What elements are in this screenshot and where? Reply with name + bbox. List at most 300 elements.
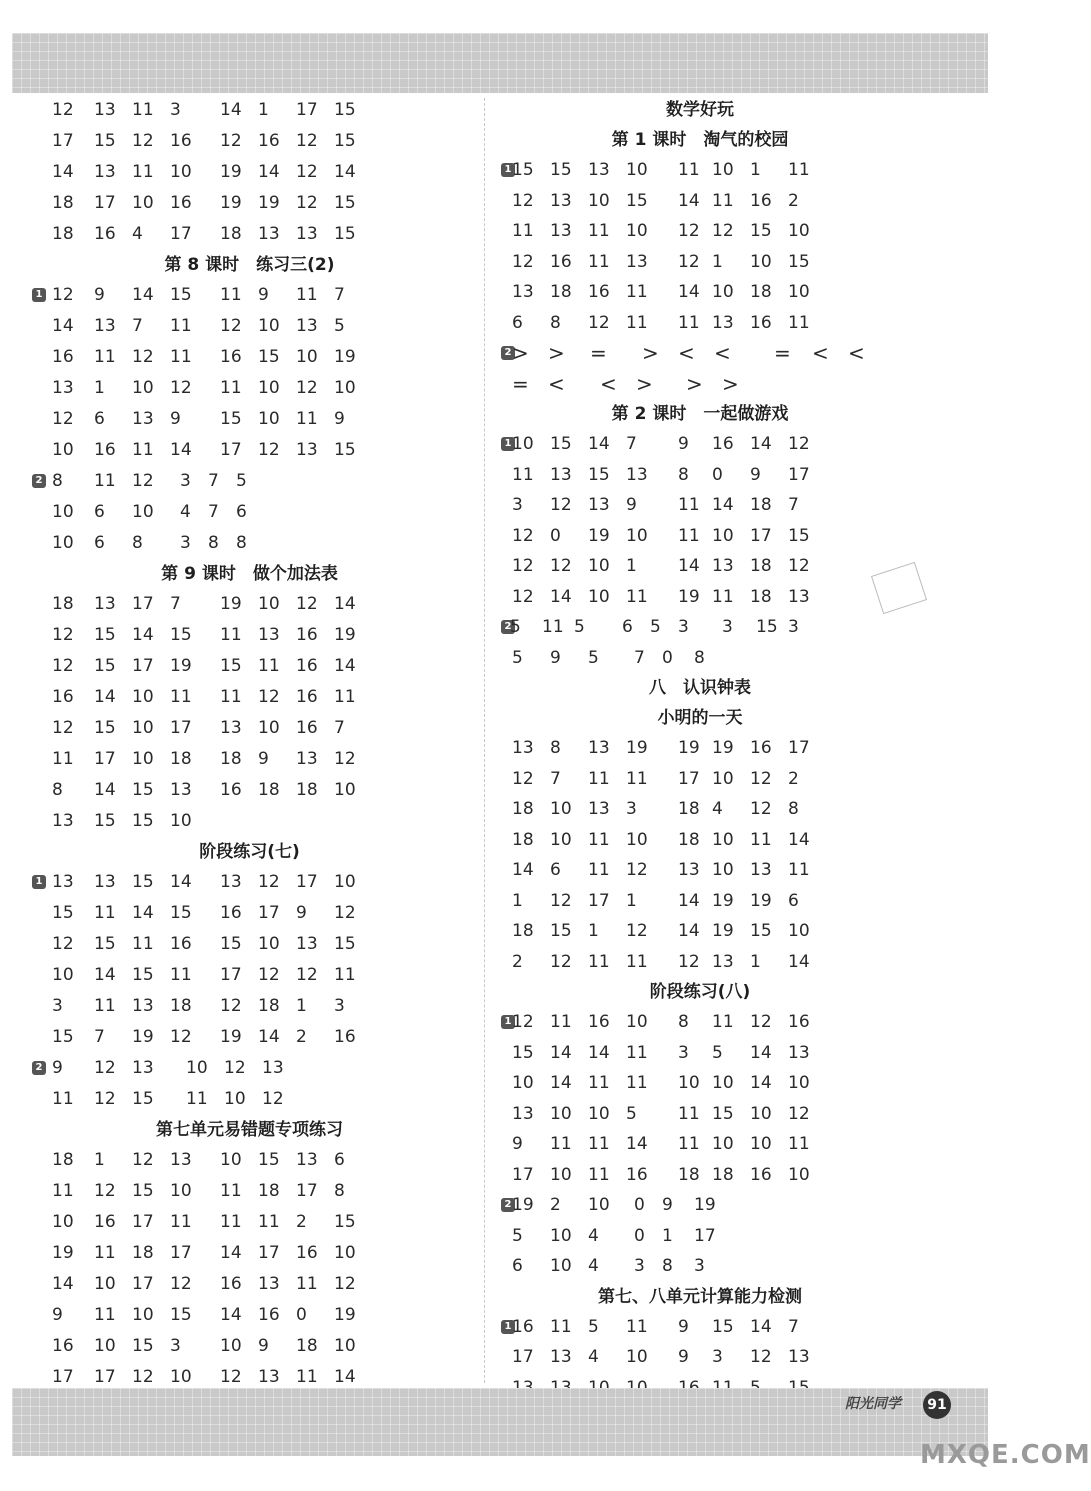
answer-value: 12 xyxy=(334,749,356,769)
answer-value: 3 xyxy=(180,471,191,491)
answer-value: 10 xyxy=(712,160,734,180)
answer-value: 18 xyxy=(296,780,318,800)
answer-value: 17 xyxy=(132,594,154,614)
answer-value: 6 xyxy=(622,617,633,637)
answer-value: 10 xyxy=(750,251,772,272)
answer-value: 13 xyxy=(296,316,318,336)
answer-value: 13 xyxy=(258,625,280,645)
answer-value: 7 xyxy=(626,434,637,454)
answer-value: 10 xyxy=(512,1073,534,1093)
answer-row xyxy=(490,1251,910,1282)
answer-row xyxy=(490,1312,910,1343)
answer-value: 10 xyxy=(626,525,648,546)
answer-value: 2 xyxy=(550,1195,561,1215)
answer-value: 11 xyxy=(170,316,192,336)
answer-value: 11 xyxy=(678,495,700,515)
unit7-rows xyxy=(22,1145,477,1393)
answer-value: < xyxy=(848,341,865,365)
answer-value: 18 xyxy=(750,586,772,607)
answer-value: 16 xyxy=(296,718,318,738)
answer-value: 17 xyxy=(694,1225,716,1246)
answer-value: 1 xyxy=(626,890,637,911)
answer-value: 11 xyxy=(712,190,734,211)
answer-row xyxy=(22,435,477,466)
answer-value: 11 xyxy=(712,1012,734,1032)
answer-value: > xyxy=(636,371,653,396)
answer-value: 16 xyxy=(296,687,318,707)
answer-value: 11 xyxy=(170,687,192,707)
answer-row xyxy=(22,95,477,126)
answer-row xyxy=(22,1331,477,1362)
answer-value: 6 xyxy=(94,502,105,522)
answer-value: 11 xyxy=(94,903,116,923)
answer-value: 5 xyxy=(588,647,599,668)
answer-value: 15 xyxy=(132,1336,154,1356)
answer-row xyxy=(22,188,477,219)
answer-value: 14 xyxy=(750,1316,772,1337)
answer-value: 17 xyxy=(170,224,192,244)
answer-value: 11 xyxy=(588,860,610,880)
question-marker-icon: 2 xyxy=(32,1061,46,1075)
answer-value: 11 xyxy=(588,1134,610,1154)
answer-row xyxy=(490,1129,910,1160)
question-marker-icon: 1 xyxy=(501,1320,515,1334)
answer-value: 14 xyxy=(678,556,700,576)
answer-value: 14 xyxy=(220,100,242,120)
answer-value: 16 xyxy=(170,934,192,954)
answer-value: 15 xyxy=(94,131,116,151)
answer-row xyxy=(22,1269,477,1300)
answer-value: 14 xyxy=(678,890,700,911)
answer-value: 1 xyxy=(626,556,637,576)
answer-value: 11 xyxy=(170,965,192,985)
answer-value: 16 xyxy=(94,224,116,244)
answer-value: 13 xyxy=(712,556,734,576)
answer-row xyxy=(490,247,910,278)
question-marker-icon: 1 xyxy=(501,163,515,177)
answer-value: 12 xyxy=(132,131,154,151)
answer-value: 10 xyxy=(94,1274,116,1294)
lesson1-part2 xyxy=(490,338,910,399)
answer-value: 15 xyxy=(258,347,280,367)
answer-value: 4 xyxy=(712,799,723,819)
answer-value: 11 xyxy=(588,1073,610,1093)
answer-value: 15 xyxy=(94,625,116,645)
left-column xyxy=(22,95,477,1393)
answer-value: 17 xyxy=(170,718,192,738)
answer-value: 4 xyxy=(588,1256,599,1276)
answer-value: 16 xyxy=(296,625,318,645)
answer-value: 12 xyxy=(170,1274,192,1294)
answer-value: 10 xyxy=(220,1336,242,1356)
lesson8-part2 xyxy=(22,466,477,559)
answer-value: 10 xyxy=(712,829,734,850)
answer-value: 10 xyxy=(132,502,154,522)
answer-value: 13 xyxy=(550,190,572,211)
answer-value: 15 xyxy=(334,131,356,151)
answer-value: 10 xyxy=(550,1103,572,1124)
answer-value: 13 xyxy=(258,224,280,244)
answer-row xyxy=(22,1022,477,1053)
answer-value: 2 xyxy=(296,1212,307,1232)
lesson8-part1 xyxy=(22,280,477,466)
answer-value: 3 xyxy=(170,100,181,120)
answer-row xyxy=(490,1099,910,1130)
answer-value: 1 xyxy=(588,921,599,941)
answer-value: 11 xyxy=(170,347,192,367)
answer-value: 10 xyxy=(52,533,74,553)
answer-value: 14 xyxy=(550,1042,572,1063)
xiaoming-rows xyxy=(490,733,910,977)
answer-value: 15 xyxy=(550,921,572,941)
answer-value: 8 xyxy=(132,533,143,553)
answer-value: 11 xyxy=(588,768,610,789)
answer-value: 13 xyxy=(588,495,610,515)
answer-value: 10 xyxy=(224,1089,246,1109)
answer-row xyxy=(22,311,477,342)
answer-value: 10 xyxy=(550,1164,572,1185)
answer-value: 12 xyxy=(550,556,572,576)
answer-value: 13 xyxy=(94,162,116,182)
answer-value: 7 xyxy=(334,718,345,738)
answer-value: 12 xyxy=(512,190,534,211)
answer-value: 15 xyxy=(550,434,572,454)
answer-value: 1 xyxy=(94,378,105,398)
answer-value: 11 xyxy=(52,1181,74,1201)
answer-value: 11 xyxy=(588,1164,610,1185)
answer-row xyxy=(490,521,910,552)
answer-value: 15 xyxy=(132,780,154,800)
answer-value: 13 xyxy=(296,1150,318,1170)
answer-value: 19 xyxy=(334,347,356,367)
answer-value: 17 xyxy=(788,464,810,485)
answer-value: 9 xyxy=(258,285,269,305)
answer-value: 13 xyxy=(626,251,648,272)
answer-value: 14 xyxy=(220,1243,242,1263)
answer-value: 5 xyxy=(626,1103,637,1124)
answer-row xyxy=(22,867,477,898)
answer-value: 13 xyxy=(678,860,700,880)
answer-value: 17 xyxy=(220,440,242,460)
answer-value: 13 xyxy=(220,872,242,892)
answer-value: 13 xyxy=(94,872,116,892)
answer-value: 5 xyxy=(236,471,247,491)
answer-value: 17 xyxy=(296,100,318,120)
question-marker-icon: 1 xyxy=(32,288,46,302)
answer-value: 5 xyxy=(588,1316,599,1337)
answer-value: 13 xyxy=(788,586,810,607)
answer-value: 16 xyxy=(588,282,610,302)
answer-row xyxy=(22,1084,477,1115)
answer-value: 10 xyxy=(626,829,648,850)
answer-value: 10 xyxy=(220,1150,242,1170)
answer-value: 15 xyxy=(712,1316,734,1337)
answer-value: 10 xyxy=(170,1367,192,1387)
answer-value: 17 xyxy=(788,738,810,758)
answer-row xyxy=(22,497,477,528)
answer-value: 10 xyxy=(132,749,154,769)
answer-row xyxy=(22,806,477,837)
answer-value: 11 xyxy=(788,312,810,333)
answer-row xyxy=(22,929,477,960)
answer-value: > xyxy=(722,371,739,396)
answer-value: 16 xyxy=(750,738,772,758)
answer-value: 11 xyxy=(678,1134,700,1154)
answer-value: 10 xyxy=(132,378,154,398)
answer-value: 3 xyxy=(334,996,345,1016)
answer-value: 16 xyxy=(52,687,74,707)
answer-value: 16 xyxy=(750,1164,772,1185)
answer-value: 13 xyxy=(258,1274,280,1294)
answer-value: 6 xyxy=(512,312,523,333)
answer-value: 10 xyxy=(334,780,356,800)
answer-value: 2 xyxy=(788,768,799,789)
answer-value: 15 xyxy=(52,1027,74,1047)
answer-value: 17 xyxy=(512,1164,534,1185)
answer-value: 18 xyxy=(170,749,192,769)
answer-value: 9 xyxy=(678,1347,689,1367)
answer-value: 11 xyxy=(626,282,648,302)
answer-value: 19 xyxy=(678,586,700,607)
answer-value: 12 xyxy=(678,221,700,241)
answer-value: 6 xyxy=(94,409,105,429)
answer-value: 12 xyxy=(258,687,280,707)
answer-value: 11 xyxy=(626,768,648,789)
answer-value: 15 xyxy=(334,224,356,244)
answer-value: 11 xyxy=(626,1316,648,1337)
answer-value: 12 xyxy=(220,131,242,151)
answer-value: 12 xyxy=(512,556,534,576)
answer-value: 19 xyxy=(588,525,610,546)
answer-value: 15 xyxy=(788,251,810,272)
question-marker-icon: 2 xyxy=(501,620,515,634)
answer-value: 10 xyxy=(712,860,734,880)
answer-value: 14 xyxy=(334,656,356,676)
answer-value: 11 xyxy=(512,221,534,241)
answer-row xyxy=(22,404,477,435)
answer-value: 7 xyxy=(132,316,143,336)
answer-row xyxy=(22,744,477,775)
answer-value: 19 xyxy=(220,1027,242,1047)
answer-value: 16 xyxy=(220,780,242,800)
answer-value: 16 xyxy=(588,1012,610,1032)
answer-value: 11 xyxy=(750,829,772,850)
answer-row xyxy=(22,620,477,651)
answer-value: 17 xyxy=(588,890,610,911)
answer-value: 4 xyxy=(132,224,143,244)
answer-value: 12 xyxy=(512,1012,534,1032)
answer-value: 18 xyxy=(750,282,772,302)
answer-value: 6 xyxy=(512,1256,523,1276)
answer-row xyxy=(490,855,910,886)
question-marker-icon: 2 xyxy=(501,1198,515,1212)
answer-value: 12 xyxy=(788,434,810,454)
answer-value: 11 xyxy=(52,1089,74,1109)
answer-value: 6 xyxy=(550,860,561,880)
answer-value: 13 xyxy=(94,316,116,336)
answer-value: < xyxy=(548,371,565,396)
answer-value: 5 xyxy=(574,617,585,637)
answer-value: 19 xyxy=(334,625,356,645)
answer-value: = xyxy=(512,371,529,396)
answer-value: 16 xyxy=(550,251,572,272)
answer-value: 17 xyxy=(512,1347,534,1367)
answer-value: 16 xyxy=(788,1012,810,1032)
answer-value: 9 xyxy=(94,285,105,305)
answer-value: 10 xyxy=(52,965,74,985)
answer-row xyxy=(22,1300,477,1331)
test78-title: 第七、八单元计算能力检测 xyxy=(598,1286,802,1307)
answer-value: 12 xyxy=(52,100,74,120)
answer-value: 12 xyxy=(788,1103,810,1124)
answer-value: 12 xyxy=(750,799,772,819)
column-divider xyxy=(484,98,485,1383)
answer-value: 1 xyxy=(94,1150,105,1170)
answer-row xyxy=(490,1342,910,1373)
answer-value: 17 xyxy=(258,903,280,923)
answer-value: 14 xyxy=(334,162,356,182)
answer-row xyxy=(22,1053,477,1084)
answer-row xyxy=(22,280,477,311)
question-marker-icon: 1 xyxy=(32,875,46,889)
answer-value: 12 xyxy=(550,951,572,972)
answer-value: 10 xyxy=(258,594,280,614)
answer-value: 13 xyxy=(52,378,74,398)
answer-value: 1 xyxy=(750,160,761,180)
answer-value: 7 xyxy=(788,495,799,515)
answer-value: 17 xyxy=(52,1367,74,1387)
answer-value: 16 xyxy=(220,347,242,367)
answer-value: 13 xyxy=(52,872,74,892)
answer-value: 17 xyxy=(94,193,116,213)
answer-value: 18 xyxy=(712,1164,734,1185)
answer-value: 18 xyxy=(678,829,700,850)
answer-value: 17 xyxy=(258,1243,280,1263)
answer-value: 18 xyxy=(220,224,242,244)
answer-value: 9 xyxy=(296,903,307,923)
answer-value: 12 xyxy=(94,1058,116,1078)
answer-value: 7 xyxy=(634,647,645,668)
answer-value: 11 xyxy=(258,656,280,676)
answer-value: 13 xyxy=(296,224,318,244)
answer-value: 12 xyxy=(296,162,318,182)
answer-value: 11 xyxy=(132,162,154,182)
answer-value: 11 xyxy=(626,586,648,607)
answer-value: 16 xyxy=(712,434,734,454)
stage8-part1 xyxy=(490,1007,910,1190)
answer-value: 5 xyxy=(510,617,521,637)
answer-value: 12 xyxy=(512,251,534,272)
answer-value: 18 xyxy=(52,594,74,614)
answer-value: 13 xyxy=(626,464,648,485)
answer-value: 9 xyxy=(334,409,345,429)
answer-value: 10 xyxy=(588,190,610,211)
answer-value: 16 xyxy=(220,1274,242,1294)
answer-value: 15 xyxy=(170,625,192,645)
answer-row xyxy=(22,991,477,1022)
answer-value: 10 xyxy=(588,586,610,607)
answer-value: 15 xyxy=(132,872,154,892)
answer-row xyxy=(22,775,477,806)
answer-value: 15 xyxy=(550,160,572,180)
answer-value: 11 xyxy=(132,440,154,460)
answer-value: 8 xyxy=(678,464,689,485)
answer-value: 12 xyxy=(262,1089,284,1109)
answer-value: 10 xyxy=(296,347,318,367)
math-fun-title: 数学好玩 xyxy=(666,100,734,120)
answer-value: 12 xyxy=(296,594,318,614)
answer-value: 10 xyxy=(712,525,734,546)
answer-row xyxy=(490,733,910,764)
answer-row xyxy=(22,342,477,373)
brand-logo: 阳光同学 xyxy=(845,1396,901,1412)
answer-value: < xyxy=(678,341,695,365)
answer-value: 11 xyxy=(94,1305,116,1325)
answer-value: 15 xyxy=(170,1305,192,1325)
answer-value: 11 xyxy=(296,1367,318,1387)
answer-value: 17 xyxy=(750,525,772,546)
answer-value: 17 xyxy=(296,1181,318,1201)
answer-value: 13 xyxy=(262,1058,284,1078)
answer-value: 18 xyxy=(52,193,74,213)
answer-value: 15 xyxy=(132,811,154,831)
answer-value: 10 xyxy=(626,160,648,180)
answer-value: 15 xyxy=(170,903,192,923)
answer-value: 12 xyxy=(296,378,318,398)
answer-value: 12 xyxy=(224,1058,246,1078)
answer-value: 11 xyxy=(678,1103,700,1124)
answer-value: 11 xyxy=(220,687,242,707)
answer-value: 10 xyxy=(750,1134,772,1154)
answer-value: 9 xyxy=(52,1058,63,1078)
answer-value: 15 xyxy=(94,811,116,831)
answer-value: 14 xyxy=(712,495,734,515)
answer-value: 19 xyxy=(258,193,280,213)
answer-row xyxy=(490,1160,910,1191)
answer-value: 8 xyxy=(694,647,705,668)
answer-value: 14 xyxy=(52,162,74,182)
answer-value: 15 xyxy=(334,100,356,120)
answer-value: 10 xyxy=(712,768,734,789)
answer-value: 11 xyxy=(550,1012,572,1032)
answer-value: 12 xyxy=(550,890,572,911)
answer-value: 11 xyxy=(94,471,116,491)
answer-value: 13 xyxy=(550,221,572,241)
answer-value: 7 xyxy=(788,1316,799,1337)
answer-value: < xyxy=(600,371,617,396)
answer-value: 12 xyxy=(626,921,648,941)
answer-value: 14 xyxy=(132,285,154,305)
answer-value: 8 xyxy=(788,799,799,819)
answer-value: 10 xyxy=(132,718,154,738)
answer-value: 16 xyxy=(512,1316,534,1337)
answer-row xyxy=(490,277,910,308)
answer-value: 12 xyxy=(512,525,534,546)
answer-value: 1 xyxy=(258,100,269,120)
answer-value: 12 xyxy=(750,1012,772,1032)
answer-value: 4 xyxy=(588,1347,599,1367)
answer-value: 11 xyxy=(258,1212,280,1232)
answer-value: 13 xyxy=(132,996,154,1016)
answer-value: 12 xyxy=(296,131,318,151)
answer-value: 15 xyxy=(334,1212,356,1232)
answer-value: 14 xyxy=(52,1274,74,1294)
answer-value: 10 xyxy=(258,378,280,398)
answer-value: > xyxy=(686,371,703,396)
answer-value: 14 xyxy=(678,282,700,302)
answer-value: 12 xyxy=(220,1367,242,1387)
answer-value: 10 xyxy=(334,1336,356,1356)
